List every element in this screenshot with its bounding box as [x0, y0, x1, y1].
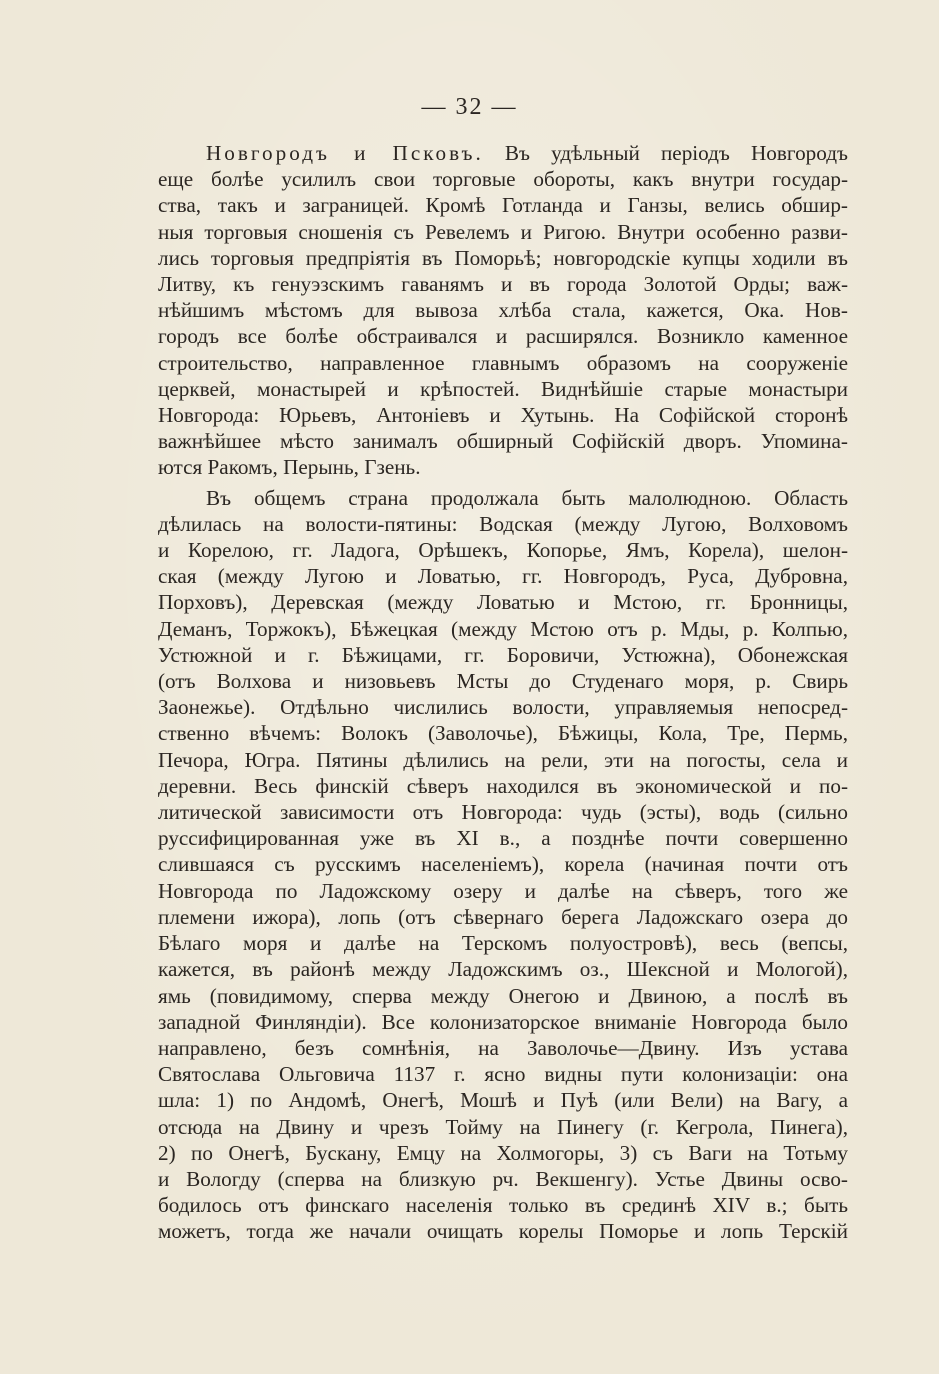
- paragraph-lead: Новгородъ и Псковъ.: [206, 141, 484, 165]
- text-line: лись торговыя предпріятія въ Поморьѣ; новгородскіе купцы ходили въ: [158, 245, 848, 270]
- text-line: слившаяся съ русскимъ населеніемъ), корела (начиная почти отъ: [158, 852, 848, 877]
- text-line: деревни. Весь финскій сѣверъ находился въ экономической и по-: [158, 773, 848, 798]
- text-line: Святослава Ольговича 1137 г. ясно видны пути колонизаціи: она: [158, 1062, 848, 1087]
- text-line: Литву, къ генуэзскимъ гаванямъ и въ города Золотой Орды; важ-: [158, 272, 848, 297]
- text-line: дѣлилась на волости-пятины: Водская (между Лугою, Волховомъ: [158, 511, 848, 536]
- text-line: и Вологду (сперва на близкую рч. Векшенгу). Устье Двины осво-: [158, 1166, 848, 1191]
- text-line: городъ все болѣе обстраивался и расширялся. Возникло каменное: [158, 324, 848, 349]
- text-line: Деманъ, Торжокъ), Бѣжецкая (между Мстою отъ р. Мды, р. Колпью,: [158, 616, 848, 641]
- text-line: Устюжной и г. Бѣжицами, гг. Боровичи, Устюжна), Обонежская: [158, 642, 848, 667]
- text-line: Новгородъ и Псковъ. Въ удѣльный періодъ Новгородъ: [206, 141, 848, 165]
- body-text: [158, 140, 848, 1245]
- text-line: бодилось отъ финскаго населенія только въ срединѣ XIV в.; быть: [158, 1193, 848, 1218]
- text-line: литической зависимости отъ Новгорода: чудь (эсты), водь (сильно: [158, 800, 848, 825]
- text-line: племени ижора), лопь (отъ сѣвернаго берега Ладожскаго озера до: [158, 904, 848, 929]
- text-line: западной Финляндіи). Все колонизаторское вниманіе Новгорода было: [158, 1009, 848, 1034]
- text-line: ства, такъ и заграницей. Кромѣ Готланда и Ганзы, велись обшир-: [158, 193, 848, 218]
- text-line: и Корелою, гг. Ладога, Орѣшекъ, Копорье, Ямъ, Корела), шелон-: [158, 538, 848, 563]
- text-line: ются Ракомъ, Перынь, Гзень.: [158, 455, 421, 480]
- text-line: можетъ, тогда же начали очищать корелы Поморье и лопь Терскій: [158, 1219, 848, 1244]
- text-line: руссифицированная уже въ XI в., а позднѣе почти совершенно: [158, 826, 848, 851]
- text-line: кажется, въ районѣ между Ладожскимъ оз., Шексной и Мологой),: [158, 957, 848, 982]
- text-line: важнѣйшее мѣсто занималъ обширный Софійскій дворъ. Упомина-: [158, 429, 848, 454]
- text-line: (отъ Волхова и низовьевъ Мсты до Студенаго моря, р. Свирь: [158, 669, 848, 694]
- text-line: шла: 1) по Андомѣ, Онегѣ, Мошѣ и Пуѣ (или Вели) на Вагу, а: [158, 1088, 848, 1113]
- text-line: Новгорода: Юрьевъ, Антоніевъ и Хутынь. На Софійской сторонѣ: [158, 403, 848, 428]
- text-line: направлено, безъ сомнѣнія, на Заволочье—Двину. Изъ устава: [158, 1035, 848, 1060]
- text-line: Бѣлаго моря и далѣе на Терскомъ полуостровѣ), весь (вепсы,: [158, 931, 848, 956]
- text-line: церквей, монастырей и крѣпостей. Виднѣйшіе старые монастыри: [158, 376, 848, 401]
- page-number: — 32 —: [421, 94, 518, 120]
- text-line: еще болѣе усилилъ свои торговые обороты, какъ внутри государ-: [158, 167, 848, 192]
- text-line: Порховъ), Деревская (между Ловатью и Мстою, гг. Бронницы,: [158, 590, 848, 615]
- text-line: ныя торговыя сношенія съ Ревелемъ и Ригою. Внутри особенно разви-: [158, 219, 848, 244]
- paragraph-2: [158, 485, 848, 1245]
- text-line: 2) по Онегѣ, Бускану, Емцу на Холмогоры, 3) съ Ваги на Тотьму: [158, 1140, 848, 1165]
- text-line: ственно вѣчемъ: Волокъ (Заволочье), Бѣжицы, Кола, Тре, Пермь,: [158, 721, 848, 746]
- text-line: строительство, направленное главнымъ образомъ на сооруженіе: [158, 350, 848, 375]
- text-line: отсюда на Двину и чрезъ Тойму на Пинегу (г. Кегрола, Пинега),: [158, 1114, 848, 1139]
- text-line: ская (между Лугою и Ловатью, гг. Новгородъ, Руса, Дубровна,: [158, 564, 848, 589]
- text-line: Печора, Югра. Пятины дѣлились на рели, эти на погосты, села и: [158, 747, 848, 772]
- text-line: нѣйшимъ мѣстомъ для вывоза хлѣба стала, кажется, Ока. Нов-: [158, 298, 848, 323]
- text-line: Въ общемъ страна продолжала быть малолюдною. Область: [206, 485, 848, 510]
- text-line: Заонежье). Отдѣльно числились волости, управляемыя непосред-: [158, 695, 848, 720]
- text-line: ямь (повидимому, сперва между Онегою и Двиною, а послѣ въ: [158, 983, 848, 1008]
- paragraph-1: [158, 140, 848, 481]
- text-line: Новгорода по Ладожскому озеру и далѣе на сѣверъ, того же: [158, 878, 848, 903]
